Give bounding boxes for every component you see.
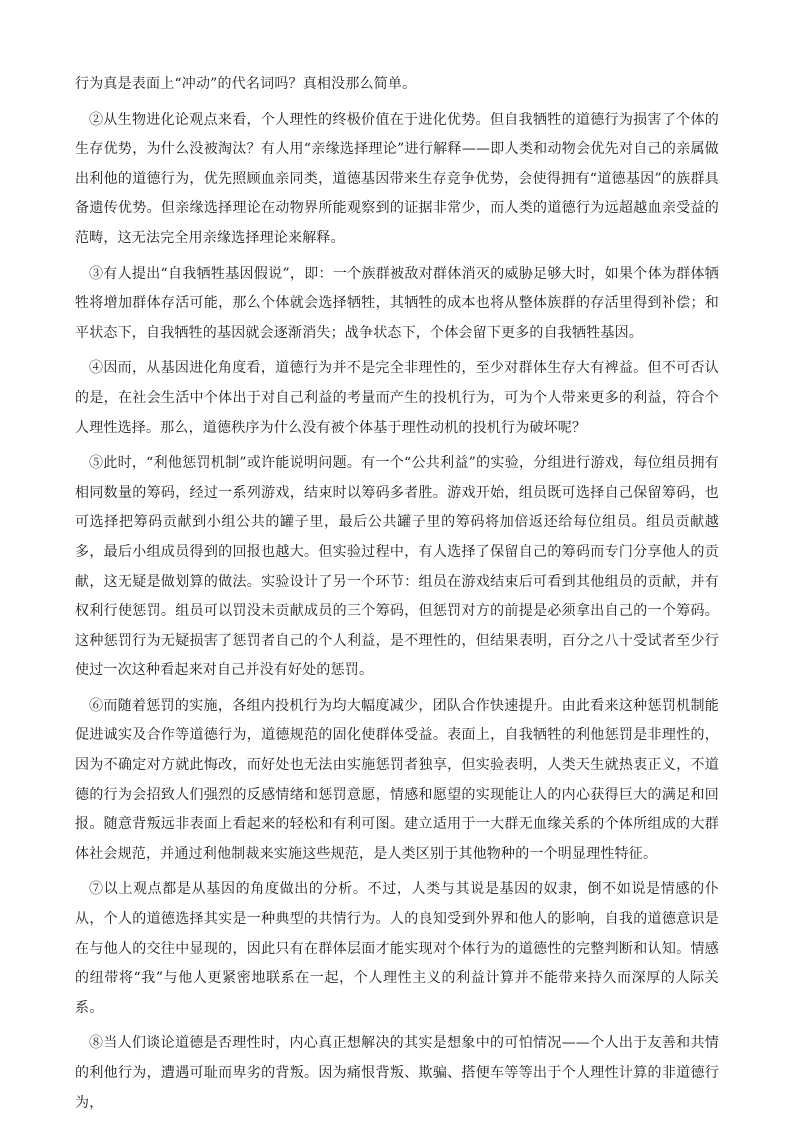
paragraph-5: ⑤此时，“利他惩罚机制”或许能说明问题。有一个“公共利益”的实验，分组进行游戏，每位组员拥有相同数量的筹码，经过一系列游戏，结束时以筹码多者胜。游戏开始，组员既可选择自己保留筹码，也可选择把筹码贡献到小组公共的罐子里，最后公共罐子里的筹码将加倍返还给每位组员。组员贡献越多，最后小组成员得到的回报也越大。但实验过程中，有人选择了保留自己的筹码而专门分享他人的贡献，这无疑是做划算的做法。实验设计了另一个环节：组员在游戏结束后可看到其他组员的贡献，并有权利行使惩罚。组员可以罚没未贡献成员的三个筹码，但惩罚对方的前提是必须拿出自己的一个筹码。这种惩罚行为无疑损害了惩罚者自己的个人利益，是不理性的，但结果表明，百分之八十受试者至少行使过一次这种看起来对自己并没有好处的惩罚。 — [75, 455, 719, 679]
paragraph-3: ③有人提出“自我牺牲基因假说”，即：一个族群被敌对群体消灭的威胁足够大时，如果个体为群体牺牲将增加群体存活可能，那么个体就会选择牺牲，其牺牲的成本也将从整体族群的存活里得到补偿；和平状态下，自我牺牲的基因就会逐渐消失；战争状态下，个体会留下更多的自我牺牲基因。 — [75, 265, 719, 341]
paragraph-1-continuation: 行为真是表面上“冲动”的代名词吗？真相没那么简单。 — [75, 76, 417, 92]
paragraph-6: ⑥而随着惩罚的实施，各组内投机行为均大幅度减少，团队合作快速提升。由此看来这种惩罚机制能促进诚实及合作等道德行为，道德规范的固化使群体受益。表面上，自我牺牲的利他惩罚是非理性的，因为不确定对方就此悔改，而好处也无法由实施惩罚者独享，但实验表明，人类天生就热衷正义，不道德的行为会招致人们强烈的反感情绪和惩罚意愿，情感和愿望的实现能让人的内心获得巨大的满足和回报。随意背叛远非表面上看起来的轻松和有利可图。建立适用于一大群无血缘关系的个体所组成的大群体社会规范，并通过利他制裁来实施这些规范，是人类区别于其他物种的一个明显理性特征。 — [75, 697, 719, 862]
paragraph-4: ④因而，从基因进化角度看，道德行为并不是完全非理性的，至少对群体生存大有裨益。但不可否认的是，在社会生活中个体出于对自己利益的考量而产生的投机行为，可为个人带来更多的利益，符合个人理性选择。那么，道德秩序为什么没有被个体基于理性动机的投机行为破坏呢？ — [75, 360, 719, 436]
document-page — [75, 70, 719, 1124]
paragraph-8: ⑧当人们谈论道德是否理性时，内心真正想解决的其实是想象中的可怕情况——个人出于友善和共情的利他行为，遭遇可耻而卑劣的背叛。因为痛恨背叛、欺骗、搭便车等等出于个人理性计算的非道德行为， — [75, 1035, 719, 1111]
paragraph-2: ②从生物进化论观点来看，个人理性的终极价值在于进化优势。但自我牺牲的道德行为损害了个体的生存优势，为什么没被淘汰？有人用“亲缘选择理论”进行解释——即人类和动物会优先对自己的亲属做出利他的道德行为，优先照顾血亲同类，道德基因带来生存竞争优势，会使得拥有“道德基因”的族群具备遗传优势。但亲缘选择理论在动物界所能观察到的证据非常少，而人类的道德行为远超越血亲受益的范畴，这无法完全用亲缘选择理论来解释。 — [75, 111, 719, 246]
paragraph-7: ⑦以上观点都是从基因的角度做出的分析。不过，人类与其说是基因的奴隶，倒不如说是情感的仆从，个人的道德选择其实是一种典型的共情行为。人的良知受到外界和他人的影响，自我的道德意识是在与他人的交往中显现的，因此只有在群体层面才能实现对个体行为的道德性的完整判断和认知。情感的纽带将“我”与他人更紧密地联系在一起，个人理性主义的利益计算并不能带来持久而深厚的人际关系。 — [75, 881, 719, 1016]
